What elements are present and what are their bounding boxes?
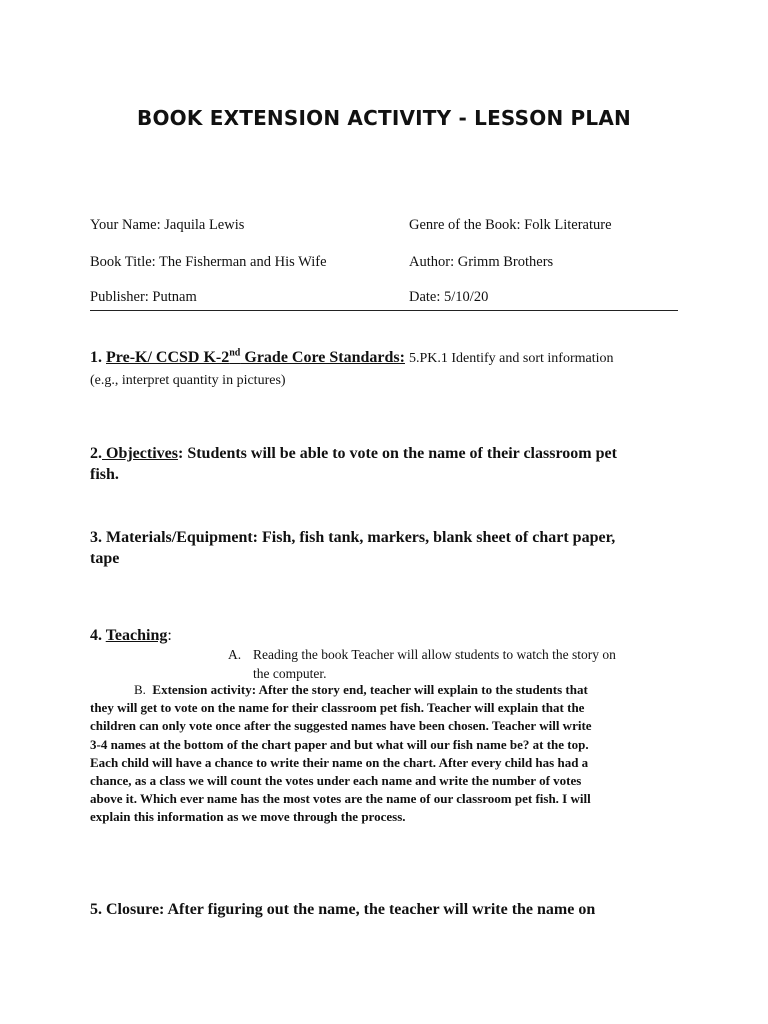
extension-line: chance, as a class we will count the votes under each name and write the number of votes (90, 773, 582, 789)
materials-text: 3. Materials/Equipment: Fish, fish tank, markers, blank sheet of chart paper, (90, 529, 616, 546)
extension-line: Each child will have a chance to write their name on the chart. After every child has had a (90, 754, 589, 770)
standards-text-continued: (e.g., interpret quantity in pictures) (90, 373, 286, 388)
extension-line: B. Extension activity: After the story end, teacher will explain to the students that (90, 681, 690, 699)
teaching-step-b (90, 681, 690, 827)
teaching-label: Teaching (105, 627, 168, 644)
extension-line: explain this information as we move through the process. (90, 809, 406, 825)
teaching-step-a-text: Reading the book Teacher will allow students to watch the story on the computer. (253, 647, 616, 681)
extension-line: 3-4 names at the bottom of the chart paper and but what will our fish name be? at the top. (90, 736, 589, 752)
header-divider (90, 310, 678, 311)
closure-text: 5. Closure: After figuring out the name, the teacher will write the name on (90, 901, 596, 918)
section-number: 4. (90, 627, 102, 644)
standards-text: 5.PK.1 Identify and sort information (408, 351, 614, 366)
teaching-step-a-marker: A. (228, 647, 242, 662)
section-number: 1. (90, 349, 102, 366)
objectives-text-continued: fish. (90, 466, 119, 483)
materials-text-continued: tape (90, 550, 120, 567)
extension-line: above it. Which ever name has the most votes are the name of our classroom pet fish. I will (90, 791, 591, 807)
section-closure (90, 899, 690, 920)
genre-of-book: Genre of the Book: Folk Literature (409, 217, 612, 233)
book-title: Book Title: The Fisherman and His Wife (90, 254, 327, 270)
section-number: 2. (90, 445, 102, 462)
your-name: Your Name: Jaquila Lewis (90, 217, 245, 233)
objectives-label: Objectives (102, 445, 178, 462)
author: Author: Grimm Brothers (409, 254, 554, 270)
section-materials (90, 527, 690, 569)
teaching-step-b-marker: B. (134, 682, 146, 697)
section-objectives: 2. Objectives: Students will be able to vote on the name of their classroom pet fish. (90, 445, 617, 483)
standards-heading: Pre-K/ CCSD K-2nd Grade Core Standards: (106, 347, 405, 366)
section-teaching: 4. Teaching: (90, 627, 172, 644)
section-standards (90, 347, 690, 391)
objectives-text: Students will be able to vote on the name of their classroom pet (187, 445, 617, 462)
date: Date: 5/10/20 (409, 289, 489, 305)
extension-line: they will get to vote on the name for their classroom pet fish. Teacher will explain that the (90, 700, 585, 716)
document-title: BOOK EXTENSION ACTIVITY - LESSON PLAN (137, 106, 631, 130)
publisher: Publisher: Putnam (90, 289, 197, 305)
extension-line: children can only vote once after the suggested names have been chosen. Teacher will write (90, 718, 592, 734)
